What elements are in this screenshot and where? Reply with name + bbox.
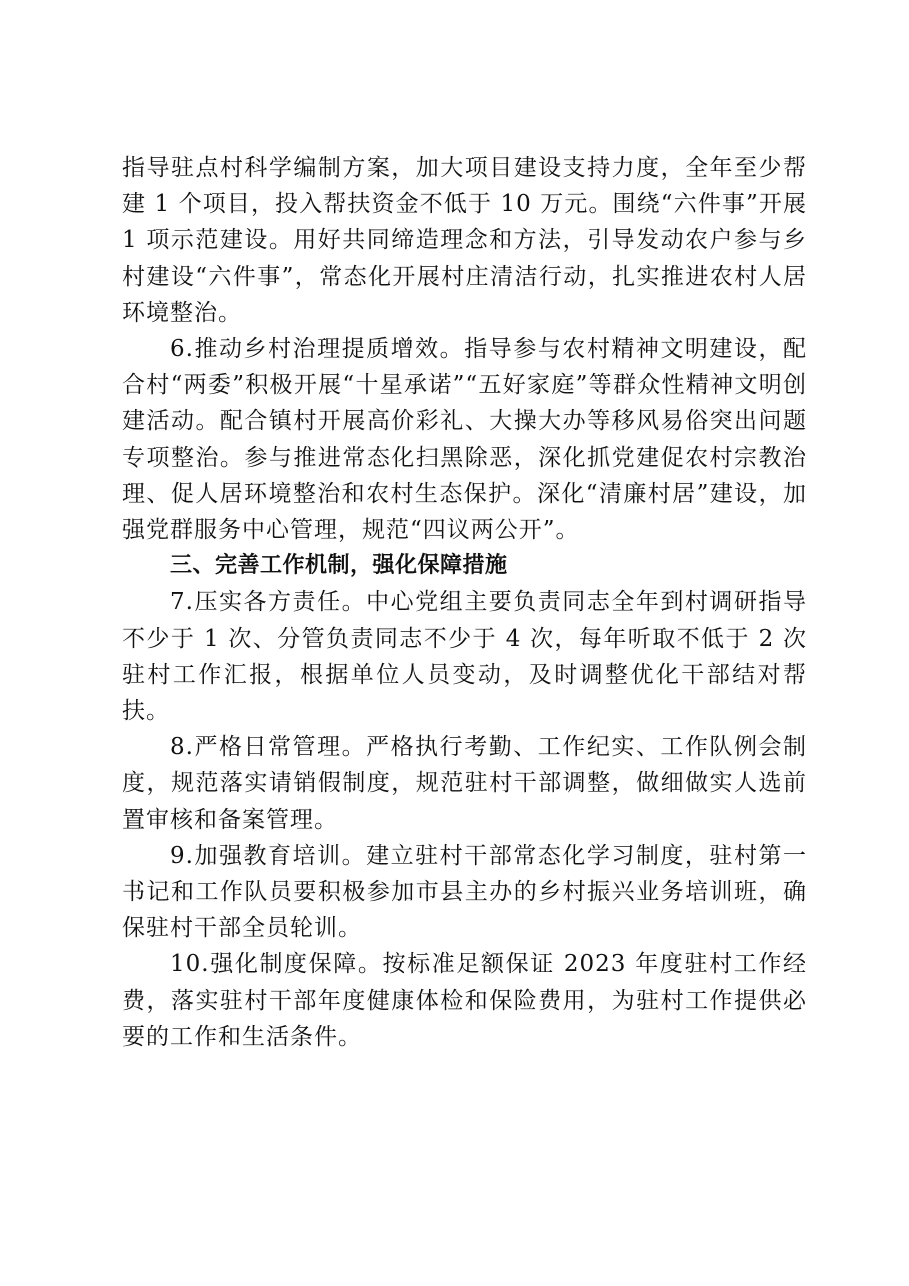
document-page xyxy=(122,150,807,1055)
section-heading-3: 三、完善工作机制，强化保障措施 xyxy=(170,553,508,579)
paragraph-item-7: 7.压实各方责任。中心党组主要负责同志全年到村调研指导不少于 1 次、分管负责同志不少于 4 次，每年听取不低于 2 次驻村工作汇报，根据单位人员变动，及时调整优化干部结对帮扶。 xyxy=(122,589,807,725)
paragraph-continuation: 指导驻点村科学编制方案，加大项目建设支持力度，全年至少帮建 1 个项目，投入帮扶资金不低于 10 万元。围绕“六件事”开展 1 项示范建设。用好共同缔造理念和方法，引导发动农户参与乡村建设“六件事”，常态化开展村庄清洁行动，扎实推进农村人居环境整治。 xyxy=(122,155,807,326)
paragraph-item-9: 9.加强教育培训。建立驻村干部常态化学习制度，驻村第一书记和工作队员要积极参加市县主办的乡村振兴业务培训班，确保驻村干部全员轮训。 xyxy=(122,842,807,942)
paragraph-item-10: 10.强化制度保障。按标准足额保证 2023 年度驻村工作经费，落实驻村干部年度健康体检和保险费用，为驻村工作提供必要的工作和生活条件。 xyxy=(122,951,807,1050)
paragraph-item-8: 8.严格日常管理。严格执行考勤、工作纪实、工作队例会制度，规范落实请销假制度，规范驻村干部调整，做细做实人选前置审核和备案管理。 xyxy=(122,734,807,833)
paragraph-item-6: 6.推动乡村治理提质增效。指导参与农村精神文明建设，配合村“两委”积极开展“十星承诺”“五好家庭”等群众性精神文明创建活动。配合镇村开展高价彩礼、大操大办等移风易俗突出问题专项整治。参与推进常态化扫黑除恶，深化抓党建促农村宗教治理、促人居环境整治和农村生态保护。深化“清廉村居”建设，加强党群服务中心管理，规范“四议两公开”。 xyxy=(122,336,807,544)
